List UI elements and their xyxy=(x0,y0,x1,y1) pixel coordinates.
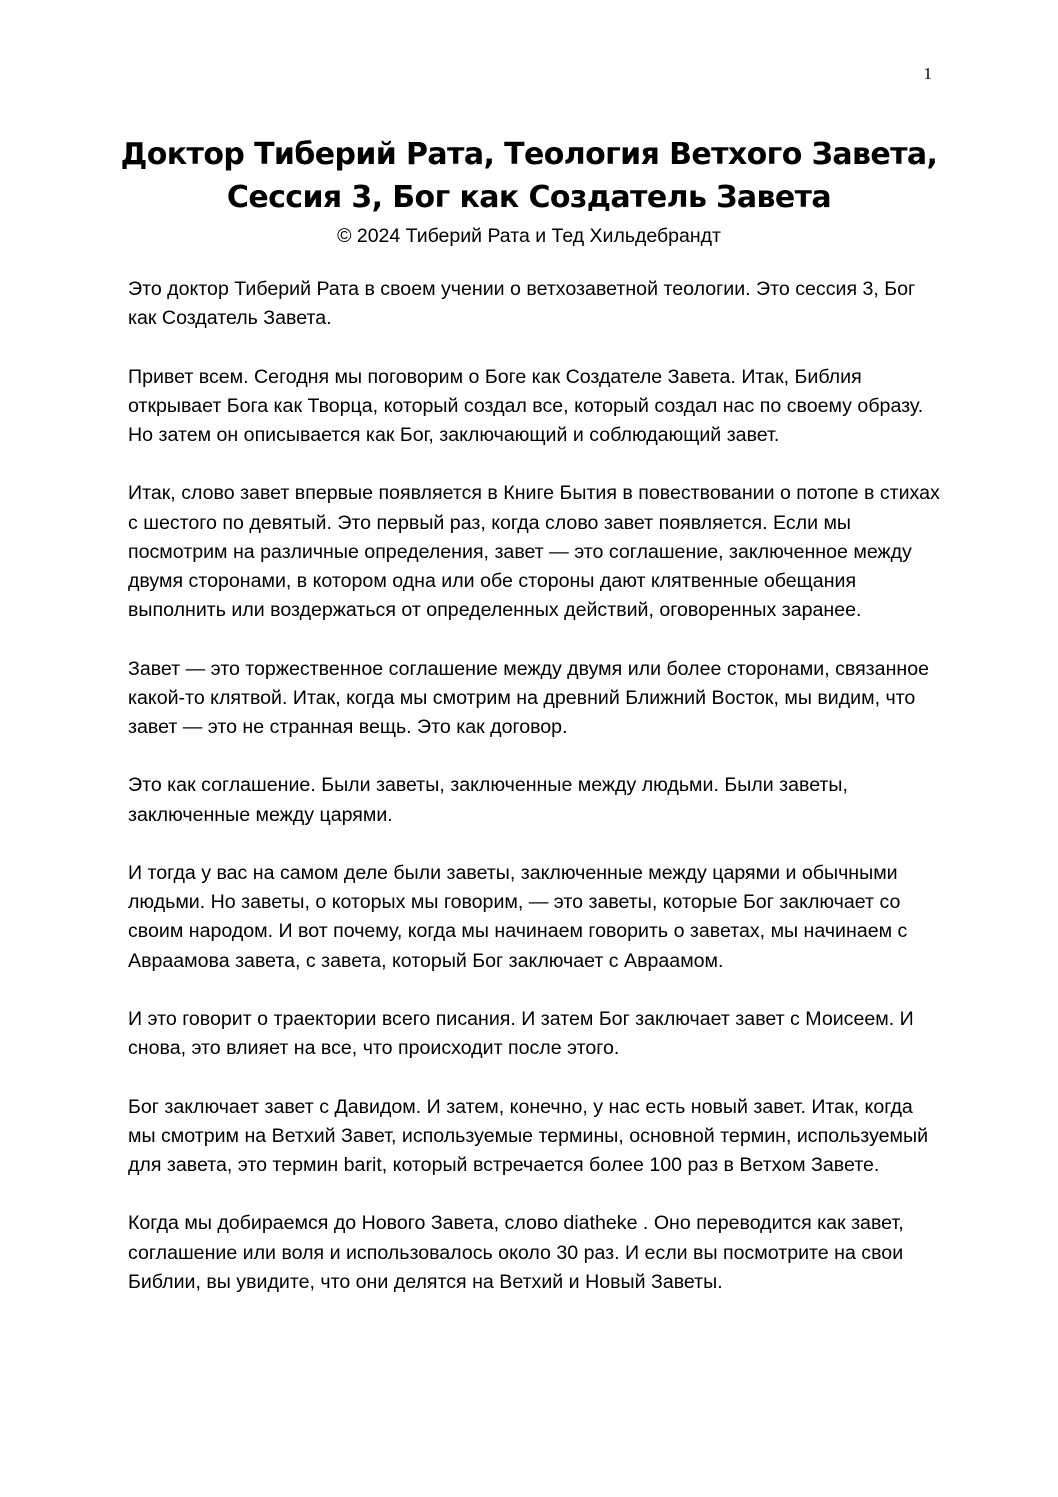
title-line-2: Сессия 3, Бог как Создатель Завета xyxy=(226,180,832,215)
paragraph: И тогда у вас на самом деле были заветы, заключенные между царями и обычными людьми. Но заветы, о которых мы говорим, — это заветы, которые Бог заключает со своим народом. И вот почему, когда мы начинаем говорить о заветах, мы начинаем с Авраамова завета, с завета, который Бог заключает с Авраамом. xyxy=(128,861,908,972)
copyright-line: © 2024 Тиберий Рата и Тед Хильдебрандт xyxy=(337,225,721,247)
paragraph: Бог заключает завет с Давидом. И затем, конечно, у нас есть новый завет. Итак, когда мы смотрим на Ветхий Завет, используемые термины, основной термин, используемый для завета, это термин barit, который встречается более 100 раз в Ветхом Завете. xyxy=(128,1095,929,1176)
paragraph: Это как соглашение. Были заветы, заключенные между людьми. Были заветы, заключенные между царями. xyxy=(128,774,848,826)
paragraph: Итак, слово завет впервые появляется в Книге Бытия в повествовании о потопе в стихах с шестого по девятый. Это первый раз, когда слово завет появляется. Если мы посмотрим на различные определения, завет — это соглашение, заключенное между двумя сторонами, в котором одна или обе стороны дают клятвенные обещания выполнить или воздержаться от определенных действий, оговоренных заранее. xyxy=(128,482,940,622)
paragraph: Это доктор Тиберий Рата в своем учении о ветхозаветной теологии. Это сессия 3, Бог как Создатель Завета. xyxy=(128,278,916,330)
paragraph: Завет — это торжественное соглашение между двумя или более сторонами, связанное какой-то клятвой. Итак, когда мы смотрим на древний Ближний Восток, мы видим, что завет — это не странная вещь. Это как договор. xyxy=(128,657,929,738)
paragraph: И это говорит о траектории всего писания. И затем Бог заключает завет с Моисеем. И снова, это влияет на все, что происходит после этого. xyxy=(128,1007,914,1060)
paragraph: Когда мы добираемся до Нового Завета, слово diatheke . Оно переводится как завет, соглашение или воля и использовалось около 30 раз. И если вы посмотрите на свои Библии, вы увидите, что они делятся на Ветхий и Новый Заветы. xyxy=(128,1212,904,1293)
document-body xyxy=(128,275,940,1326)
paragraph: Привет всем. Сегодня мы поговорим о Боге как Создателе Завета. Итак, Библия открывает Бога как Творца, который создал все, который создал нас по своему образу. Но затем он описывается как Бог, заключающий и соблюдающий завет. xyxy=(128,365,924,446)
title-line-1: Доктор Тиберий Рата, Теология Ветхого Завета, xyxy=(120,137,938,172)
document-title xyxy=(100,133,958,219)
page-number: 1 xyxy=(923,64,932,83)
